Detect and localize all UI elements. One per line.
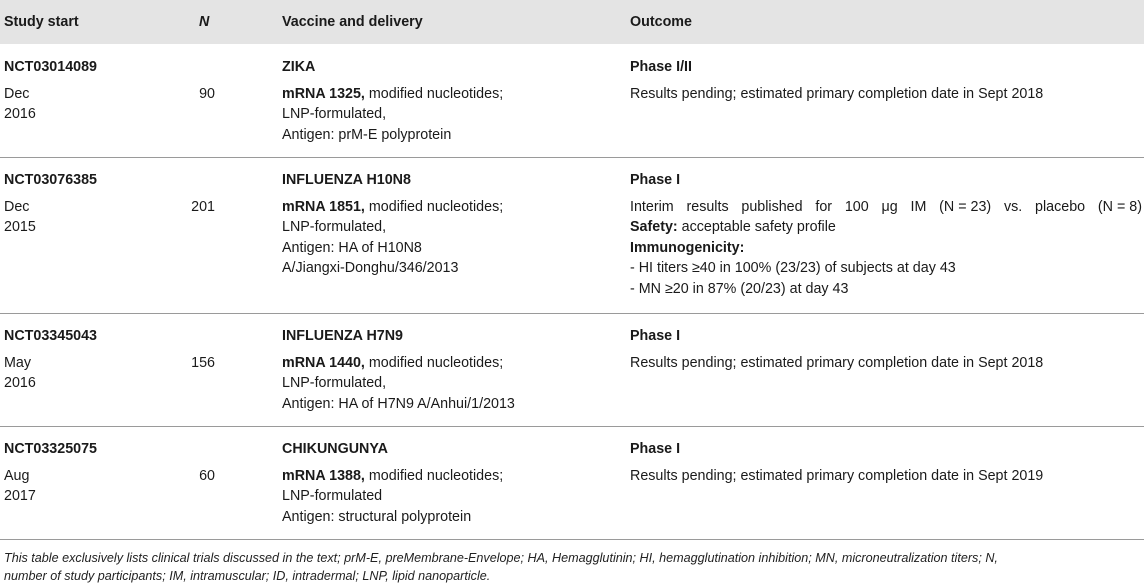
trial-id: NCT03345043 xyxy=(4,328,97,344)
start-year: 2017 xyxy=(4,488,36,504)
table-header-row xyxy=(0,0,1144,44)
vaccine-line: LNP-formulated, xyxy=(282,219,387,235)
header-study-start: Study start xyxy=(4,14,79,30)
row-divider xyxy=(0,426,1144,427)
vaccine-cell xyxy=(282,57,503,145)
mrna-name: mRNA 1325, xyxy=(282,85,365,102)
outcome-cell xyxy=(630,170,1142,299)
participant-count: 201 xyxy=(191,199,215,215)
phase-label: Phase I xyxy=(630,441,681,457)
outcome-text: Results pending; estimated primary completion date in Sept 2018 xyxy=(630,85,1044,102)
table-row xyxy=(4,439,97,507)
outcome-text: Results pending; estimated primary completion date in Sept 2018 xyxy=(630,354,1044,371)
mrna-name: mRNA 1388, xyxy=(282,467,365,484)
vaccine-line: Antigen: HA of H7N9 A/Anhui/1/2013 xyxy=(282,395,515,412)
start-month: Dec xyxy=(4,85,30,102)
outcome-cell xyxy=(630,57,1043,104)
table-row xyxy=(4,170,97,238)
table-footnote xyxy=(4,549,1138,585)
vaccine-cell xyxy=(282,326,515,414)
trial-id: NCT03076385 xyxy=(4,172,97,188)
mrna-name: mRNA 1851, xyxy=(282,198,365,215)
phase-label: Phase I xyxy=(630,328,681,344)
vaccine-line: LNP-formulated, xyxy=(282,375,387,391)
vaccine-cell xyxy=(282,439,503,527)
start-month: Dec xyxy=(4,198,30,215)
vaccine-line: Antigen: prM-E polyprotein xyxy=(282,126,452,143)
disease-name: CHIKUNGUNYA xyxy=(282,441,388,457)
table-row xyxy=(4,326,97,394)
header-n: N xyxy=(199,14,210,30)
outcome-cell xyxy=(630,439,1043,486)
vaccine-line: LNP-formulated, xyxy=(282,106,387,122)
mrna-detail: modified nucleotides; xyxy=(364,198,504,215)
header-vaccine: Vaccine and delivery xyxy=(282,14,423,30)
start-year: 2016 xyxy=(4,375,36,391)
mrna-detail: modified nucleotides; xyxy=(364,354,504,371)
start-month: Aug xyxy=(4,467,30,484)
vaccine-line: LNP-formulated xyxy=(282,488,383,504)
disease-name: INFLUENZA H10N8 xyxy=(282,172,411,188)
footnote-line: This table exclusively lists clinical trials discussed in the text; prM-E, preMembrane-Envelope; HA, Hemagglutinin; HI, hemagglutination inhibition; MN, microneutralization titers; N, xyxy=(4,551,998,565)
outcome-text: Results pending; estimated primary completion date in Sept 2019 xyxy=(630,467,1044,484)
row-divider xyxy=(0,539,1144,540)
mrna-detail: modified nucleotides; xyxy=(364,467,504,484)
safety-line: Safety: acceptable safety profile xyxy=(630,219,836,235)
vaccine-line: A/Jiangxi-Donghu/346/2013 xyxy=(282,260,459,276)
phase-label: Phase I xyxy=(630,172,681,188)
header-outcome: Outcome xyxy=(630,14,692,30)
phase-label: Phase I/II xyxy=(630,59,692,75)
participant-count: 156 xyxy=(191,355,215,371)
vaccine-line: Antigen: structural polyprotein xyxy=(282,508,472,525)
participant-count: 90 xyxy=(199,86,215,102)
mrna-name: mRNA 1440, xyxy=(282,354,365,371)
footnote-line: number of study participants; IM, intramuscular; ID, intradermal; LNP, lipid nanoparticle. xyxy=(4,569,491,583)
outcome-cell xyxy=(630,326,1043,373)
row-divider xyxy=(0,313,1144,314)
immunogenicity-item: - MN ≥20 in 87% (20/23) at day 43 xyxy=(630,280,849,297)
participant-count: 60 xyxy=(199,468,215,484)
immunogenicity-label: Immunogenicity: xyxy=(630,239,745,256)
mrna-detail: modified nucleotides; xyxy=(364,85,504,102)
trial-id: NCT03325075 xyxy=(4,441,97,457)
immunogenicity-item: - HI titers ≥40 in 100% (23/23) of subjects at day 43 xyxy=(630,260,956,276)
vaccine-cell xyxy=(282,170,503,279)
start-month: May xyxy=(4,354,32,371)
trial-id: NCT03014089 xyxy=(4,59,97,75)
table-row xyxy=(4,57,97,125)
start-year: 2015 xyxy=(4,219,36,235)
vaccine-line: Antigen: HA of H10N8 xyxy=(282,239,422,256)
interim-results-text: Interim results published for 100 μg IM (N = 23) vs. placebo (N = 8) xyxy=(630,198,1142,215)
start-year: 2016 xyxy=(4,106,36,122)
row-divider xyxy=(0,157,1144,158)
disease-name: ZIKA xyxy=(282,59,316,75)
disease-name: INFLUENZA H7N9 xyxy=(282,328,403,344)
